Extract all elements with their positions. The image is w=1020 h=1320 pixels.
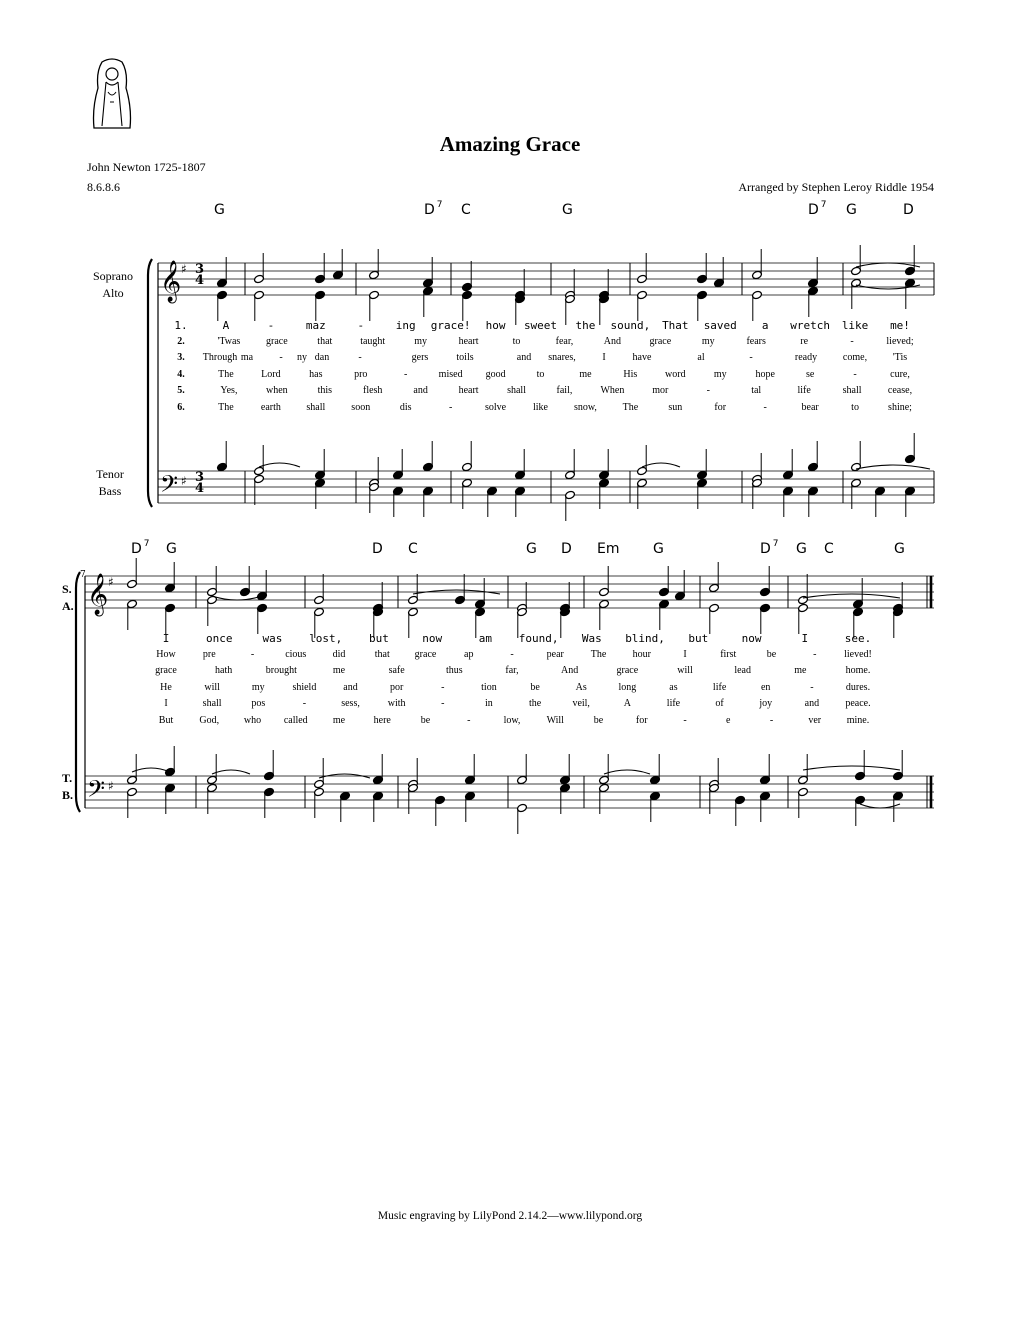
lyric-syllable: now [422, 632, 443, 645]
lyric-syllable: Will [546, 714, 564, 726]
lyric-syllable: saved [703, 319, 737, 332]
lyric-syllable: 2. [177, 335, 185, 347]
lyric-syllable: snow, [573, 401, 597, 413]
chord-symbol: D $^7$ [424, 200, 443, 218]
lyric-syllable: mised [438, 368, 463, 380]
lyric-syllable: shall [842, 385, 862, 396]
lyric-syllable: sess, [341, 698, 360, 709]
lyric-syllable: me! [890, 319, 910, 332]
lyric-syllable: grace [649, 335, 672, 347]
lyric-syllable: A [222, 319, 230, 332]
lyric-syllable: The [590, 648, 607, 660]
lyric-syllable: gers [411, 352, 429, 363]
lyric-syllable: lost, [309, 632, 343, 645]
lyric-syllable: and [516, 352, 532, 363]
lyric-syllable: be [420, 714, 431, 726]
lyric-syllable: al [697, 352, 705, 363]
lyric-syllable: but [688, 632, 709, 645]
lyric-syllable: veil, [572, 698, 590, 709]
lyric-syllable: I [162, 632, 170, 645]
bass-label: Bass [98, 484, 122, 498]
lyric-syllable: snares, [548, 352, 576, 363]
lyric-syllable: sound, [610, 319, 651, 332]
song-title: Amazing Grace [439, 132, 581, 156]
lyric-syllable: blind, [625, 632, 665, 645]
lyric-syllable: the [528, 698, 542, 709]
lyric-syllable: dis [399, 401, 412, 413]
lyric-syllable: was [262, 632, 283, 645]
lyric-syllable: re [800, 335, 809, 347]
tie-slur [604, 770, 650, 774]
lyric-syllable: like [533, 401, 548, 413]
lyric-syllable: and [413, 385, 428, 396]
lyric-syllable: long [618, 681, 637, 693]
lyric-syllable: - [250, 648, 255, 660]
lyric-syllable: cure, [890, 368, 910, 380]
lyric-syllable: as [669, 681, 678, 693]
lyric-syllable: fear, [555, 335, 574, 347]
lyric-syllable: I [683, 648, 687, 660]
lyric-syllable: brought [265, 665, 297, 676]
lyric-syllable: be [593, 714, 604, 726]
lyric-syllable: soon [351, 401, 371, 413]
tb-label-t: T. [62, 771, 73, 785]
lyric-syllable: 3. [177, 352, 185, 363]
lyric-syllable: me [579, 368, 592, 380]
lyric-syllable: ing [395, 319, 416, 332]
lyric-syllable: see. [844, 632, 872, 645]
lyric-syllable: good [485, 368, 506, 380]
lyric-syllable: - [683, 714, 687, 726]
lyric-syllable: As [575, 681, 587, 693]
lyric-syllable: e [726, 714, 731, 726]
lyric-syllable: How [156, 648, 176, 660]
tie-slur [212, 770, 250, 774]
lyric-syllable: come, [842, 352, 868, 363]
lyric-syllable: - [267, 319, 275, 332]
lyric-syllable: ma [240, 352, 254, 363]
lyric-syllable: here [373, 714, 391, 726]
lyric-syllable: hour [632, 648, 651, 660]
tie-slur [212, 596, 262, 600]
lyric-syllable: far, [505, 665, 519, 676]
lyric-syllable: wretch [790, 319, 830, 332]
lyric-syllable: - [279, 352, 283, 363]
lyric-syllable: lead [734, 665, 751, 676]
lyric-syllable: - [357, 319, 365, 332]
lyric-syllable: to [512, 335, 521, 347]
lyric-syllable: 5. [177, 385, 185, 396]
lyric-syllable: - [302, 698, 307, 709]
lyric-syllable: bear [801, 401, 819, 413]
key-signature-sharp: ♯ [181, 262, 187, 276]
lyric-syllable: 'Tis [892, 352, 908, 363]
lyric-syllable: en [760, 681, 771, 693]
lyric-syllable: fears [746, 335, 766, 347]
lyric-syllable: will [677, 665, 693, 676]
lyric-syllable: mor [652, 385, 669, 396]
lyric-syllable: cious [285, 648, 307, 660]
lyric-syllable: se [805, 368, 815, 380]
lyric-syllable: but [368, 632, 389, 645]
lyric-syllable: - [763, 401, 767, 413]
lyric-syllable: to [851, 401, 859, 413]
chord-symbol: C [408, 541, 418, 557]
lyric-syllable: have [632, 352, 652, 363]
lyric-syllable: dan [314, 352, 330, 363]
lyric-syllable: shield [292, 681, 317, 693]
key-signature-sharp: ♯ [108, 575, 114, 589]
lyric-syllable: my [713, 368, 727, 380]
lyric-syllable: grace! [430, 319, 471, 332]
tie-slur [803, 594, 900, 598]
lyric-syllable: - [404, 368, 408, 380]
measure-number: 7 [80, 570, 86, 580]
lyric-syllable: - [810, 681, 814, 693]
tie-slur [856, 465, 930, 469]
lyric-syllable: am [478, 632, 492, 645]
lyric-syllable: that [374, 648, 390, 660]
chord-symbol: D $^7$ [808, 200, 827, 218]
chord-symbol: G [796, 541, 807, 557]
lyric-syllable: Was [581, 632, 602, 645]
lyric-syllable: flesh [362, 385, 383, 396]
alto-label: Alto [102, 286, 124, 300]
lyric-syllable: shall [306, 401, 326, 413]
lyric-syllable: when [266, 385, 288, 396]
tie-slur [803, 766, 900, 770]
lyric-syllable: - [813, 648, 817, 660]
lyric-syllable: That [662, 319, 689, 332]
lyric-syllable: mine. [846, 714, 870, 726]
lyric-syllable: His [623, 368, 638, 380]
key-signature-sharp: ♯ [108, 779, 114, 793]
lyric-syllable: pos [251, 698, 266, 709]
lyric-syllable: lieved; [886, 335, 914, 347]
lyric-syllable: of [715, 698, 724, 709]
lyric-syllable: Through [202, 352, 238, 363]
lyric-syllable: did [332, 648, 346, 660]
lyric-syllable: grace [616, 665, 639, 676]
lyric-syllable: with [387, 698, 406, 709]
lyric-syllable: that [317, 335, 333, 347]
lyric-syllable: for [714, 401, 727, 413]
lyric-syllable: - [448, 401, 453, 413]
system-bracket [76, 572, 80, 812]
chord-symbol: G [653, 541, 664, 557]
lyric-syllable: 1. [174, 319, 188, 332]
lyric-syllable: earth [260, 401, 281, 413]
lyric-syllable: who [243, 714, 262, 726]
lyric-syllable: - [441, 698, 445, 709]
chord-symbol: G [526, 541, 537, 557]
poet-credit: John Newton 1725-1807 [87, 160, 206, 174]
time-signature-upper: 3 4 [195, 262, 205, 288]
lyric-syllable: life [666, 698, 681, 709]
lyric-syllable: I [801, 632, 809, 645]
tb-label-b: B. [62, 788, 74, 802]
lyric-syllable: found, [518, 632, 559, 645]
sa-label-a: A. [62, 599, 74, 613]
lyric-syllable: cease, [887, 385, 913, 396]
tie-slur [642, 463, 680, 467]
lyric-syllable: has [309, 368, 323, 380]
lyric-syllable: 'Twas [217, 335, 241, 347]
lyric-syllable: a [761, 319, 769, 332]
chord-symbol: D $^7$ [131, 539, 150, 557]
lyric-syllable: toils [456, 352, 474, 363]
lyric-syllable: fail, [556, 385, 573, 396]
lyric-syllable: - [510, 648, 514, 660]
lyric-syllable: A [623, 698, 631, 709]
lyric-syllable: - [749, 352, 753, 363]
lyric-syllable: low, [503, 714, 521, 726]
lyric-syllable: pro [354, 368, 368, 380]
lyric-syllable: dures. [845, 681, 871, 693]
lyric-syllable: But [158, 714, 174, 726]
lyric-syllable: maz [305, 319, 326, 332]
lyric-syllable: sweet [523, 319, 558, 332]
lyric-syllable: me [794, 665, 807, 676]
lyric-syllable: pre [202, 648, 216, 660]
chord-symbol: G [846, 202, 857, 218]
lyric-syllable: Lord [261, 368, 281, 380]
lyric-syllable: The [218, 368, 234, 380]
time-signature-lower: 3 4 [195, 470, 205, 496]
lyric-syllable: por [389, 681, 404, 693]
lyric-syllable: heart [458, 335, 479, 347]
lyric-syllable: And [603, 335, 622, 347]
lyric-syllable: word [665, 368, 686, 380]
chord-symbol: D [561, 541, 572, 557]
engraving-footer: Music engraving by LilyPond 2.14.2—www.lilypond.org [377, 1210, 643, 1222]
lyric-syllable: thus [445, 665, 463, 676]
lyric-syllable: taught [360, 335, 386, 347]
lyric-syllable: Yes, [220, 385, 238, 396]
lyric-syllable: The [622, 401, 639, 413]
lyric-syllable: - [358, 352, 362, 363]
chord-symbol: D $^7$ [760, 539, 779, 557]
lyric-syllable: tal [751, 385, 762, 396]
lyric-syllable: tion [481, 681, 497, 693]
bass-clef: 𝄢 [87, 775, 106, 808]
lyric-syllable: And [561, 665, 579, 676]
lyric-syllable: - [850, 335, 854, 347]
lyric-syllable: I [602, 352, 606, 363]
chord-symbol: C [461, 202, 471, 218]
lyric-syllable: and [343, 681, 358, 693]
treble-clef: 𝄞 [160, 261, 182, 302]
lyric-syllable: life [712, 681, 727, 693]
chord-symbol: C [824, 541, 834, 557]
lyric-syllable: joy [759, 698, 773, 709]
lyric-syllable: grace [414, 648, 437, 660]
lyric-syllable: my [251, 681, 265, 693]
lyric-syllable: to [536, 368, 545, 380]
lyric-syllable: heart [458, 385, 479, 396]
lyric-syllable: God, [199, 714, 220, 726]
lyric-syllable: grace [266, 335, 288, 347]
chord-symbol: G [894, 541, 905, 557]
lyric-syllable: peace. [845, 698, 871, 709]
lyric-syllable: - [853, 368, 857, 380]
lyric-syllable: shall [202, 698, 222, 709]
tie-slur [856, 263, 920, 267]
lyric-syllable: ver [808, 714, 822, 726]
lyric-syllable: this [317, 385, 333, 396]
lyric-syllable: in [485, 698, 493, 709]
lyric-syllable: and [804, 698, 820, 709]
lyric-syllable: hath [215, 665, 233, 676]
lyric-syllable: solve [485, 401, 507, 413]
lyric-syllable: sun [668, 401, 683, 413]
lyric-syllable: 6. [177, 401, 185, 413]
tie-slur [259, 463, 300, 467]
lyric-syllable: me [332, 714, 346, 726]
lyric-syllable: how [485, 319, 506, 332]
lyric-syllable: be [766, 648, 777, 660]
lyric-syllable: shine; [888, 401, 912, 413]
lyric-syllable: pear [546, 648, 564, 660]
lyric-syllable: 4. [177, 368, 185, 380]
tenor-label: Tenor [96, 467, 124, 481]
arranger-credit: Arranged by Stephen Leroy Riddle 1954 [738, 180, 934, 194]
chord-symbol: D [903, 202, 914, 218]
lyric-syllable: now [741, 632, 762, 645]
lyric-syllable: my [414, 335, 428, 347]
lyric-syllable: lieved! [844, 648, 872, 660]
lyric-syllable: ready [794, 352, 818, 363]
lyric-syllable: grace [155, 665, 177, 676]
lyric-syllable: like [841, 319, 869, 332]
lyric-syllable: called [283, 714, 308, 726]
lyric-syllable: shall [507, 385, 526, 396]
lyric-syllable: safe [388, 665, 405, 676]
chord-symbol: Em [597, 541, 620, 557]
chord-symbol: G [166, 541, 177, 557]
chord-symbol: G [562, 202, 573, 218]
lyric-syllable: ap [464, 648, 474, 660]
lyric-syllable: - [706, 385, 710, 396]
meter-label: 8.6.8.6 [87, 180, 120, 194]
lyric-syllable: the [575, 319, 596, 332]
lyric-syllable: - [441, 681, 445, 693]
sa-label-s: S. [62, 582, 72, 596]
lyric-syllable: once [205, 632, 233, 645]
tie-slur [132, 768, 170, 772]
lyric-syllable: life [797, 385, 811, 396]
lyric-syllable: be [530, 681, 540, 693]
key-signature-sharp: ♯ [181, 474, 187, 488]
lyric-syllable: will [204, 681, 220, 693]
lyric-syllable: hope [755, 368, 775, 380]
lyric-syllable: The [218, 401, 234, 413]
treble-clef: 𝄞 [87, 574, 109, 615]
lyric-syllable: for [635, 714, 648, 726]
lyric-syllable: - [769, 714, 774, 726]
lyric-syllable: my [701, 335, 715, 347]
lyric-syllable: - [467, 714, 471, 726]
chord-symbol: D [372, 541, 383, 557]
system-bracket [148, 259, 152, 507]
lyric-syllable: ny [297, 352, 307, 363]
lyric-syllable: He [160, 681, 172, 693]
chord-symbol: G [214, 202, 225, 218]
lyric-syllable: first [720, 648, 737, 660]
lyric-syllable: me [332, 665, 346, 676]
lyric-syllable: I [164, 698, 168, 709]
lyric-syllable: home. [845, 665, 871, 676]
bass-clef: 𝄢 [160, 470, 179, 503]
soprano-label: Soprano [93, 269, 133, 283]
lyric-syllable: When [600, 385, 625, 396]
